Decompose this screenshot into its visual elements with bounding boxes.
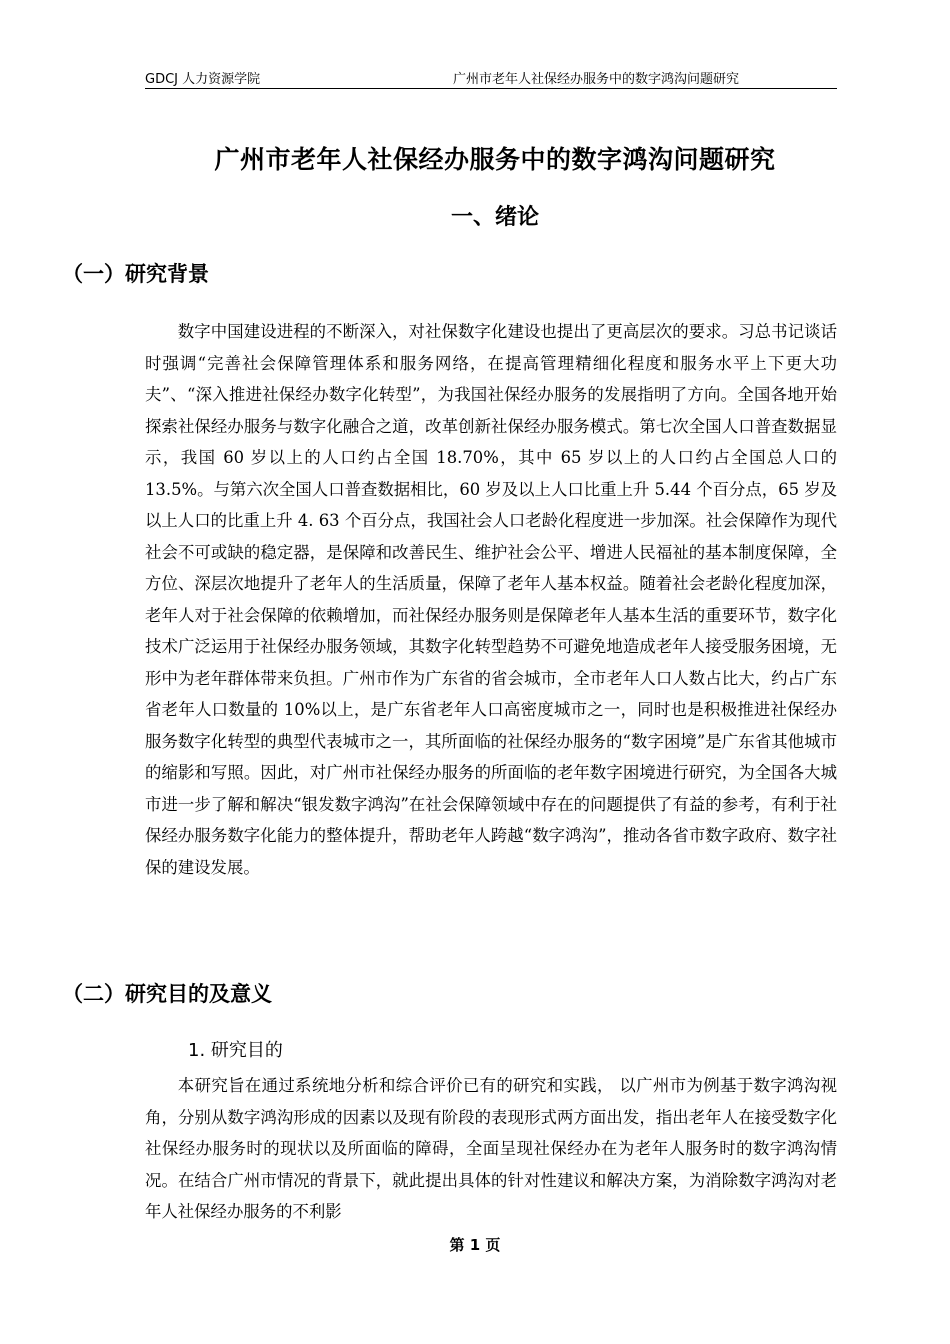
subheading-research-purpose: 1. 研究目的 xyxy=(188,1040,283,1061)
section-heading-background: （一）研究背景 xyxy=(62,262,209,286)
paper-title: 广州市老年人社保经办服务中的数字鸿沟问题研究 xyxy=(214,145,776,174)
background-paragraph: 数字中国建设进程的不断深入，对社保数字化建设也提出了更高层次的要求。习总书记谈话时强调“完善社会保障管理体系和服务网络，在提高管理精细化程度和服务水平上下更大功夫”、“深入推进社保经办数字化转型”，为我国社保经办服务的发展指明了方向。全国各地开始探索社保经办服务与数字化融合之道，改革创新社保经办服务模式。第七次全国人口普查数据显示，我国 60 岁以上的人口约占全国 18.70%，其中 65 岁以上的人口约占全国总人口的 13.5%。与第六次全国人口普查数据相比，60 岁及以上人口比重上升 5.44 个百分点，65 岁及以上人口的比重上升 4. 63 个百分点，我国社会人口老龄化程度进一步加深。社会保障作为现代社会不可或缺的稳定器，是保障和改善民生、维护社会公平、增进人民福祉的基本制度保障，全方位、深层次地提升了老年人的生活质量，保障了老年人基本权益。随着社会老龄化程度加深，老年人对于社会保障的依赖增加，而社保经办服务则是保障老年人基本生活的重要环节，数字化技术广泛运用于社保经办服务领域，其数字化转型趋势不可避免地造成老年人接受服务困境，无形中为老年群体带来负担。广州市作为广东省的省会城市，全市老年人口人数占比大，约占广东省老年人口数量的 10%以上，是广东省老年人口高密度城市之一，同时也是积极推进社保经办服务数字化转型的典型代表城市之一，其所面临的社保经办服务的“数字困境”是广东省其他城市的缩影和写照。因此，对广州市社保经办服务的所面临的老年数字困境进行研究，为全国各大城市进一步了解和解决“银发数字鸿沟”在社会保障领域中存在的问题提供了有益的参考，有利于社保经办服务数字化能力的整体提升，帮助老年人跨越“数字鸿沟”，推动各省市数字政府、数字社保的建设发展。 xyxy=(145,322,838,877)
section-heading-purpose: （二）研究目的及意义 xyxy=(62,982,272,1006)
running-header xyxy=(145,66,837,89)
page-number: 第 1 页 xyxy=(449,1236,501,1254)
purpose-paragraph: 本研究旨在通过系统地分析和综合评价已有的研究和实践， 以广州市为例基于数字鸿沟视角，分别从数字鸿沟形成的因素以及现有阶段的表现形式两方面出发，指出老年人在接受数字化社保经办服务时的现状以及所面临的障碍，全面呈现社保经办在为老年人服务时的数字鸿沟情况。在结合广州市情况的背景下，就此提出具体的针对性建议和解决方案，为消除数字鸿沟对老年人社保经办服务的不利影 xyxy=(145,1076,837,1221)
chapter-heading: 一、绪论 xyxy=(450,205,539,230)
header-paper-title: 广州市老年人社保经办服务中的数字鸿沟问题研究 xyxy=(453,72,740,87)
header-school: GDCJ 人力资源学院 xyxy=(145,72,261,87)
